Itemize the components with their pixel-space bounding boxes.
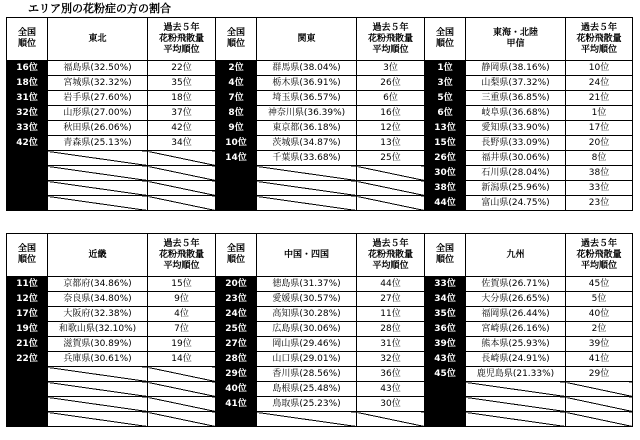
prefecture-cell: 東京都(36.18%): [257, 121, 357, 136]
pollen-header-line: 花粉飛散量: [158, 249, 204, 260]
pollen-rank-cell: 8位: [566, 151, 633, 166]
national-rank-cell: 25位: [216, 322, 257, 337]
national-rank-cell: 38位: [425, 181, 466, 196]
pollen-header-line: 過去５年: [163, 22, 200, 33]
national-rank-cell: 33位: [7, 121, 48, 136]
national-rank-cell: [7, 196, 48, 211]
pollen-rank-cell: 33位: [566, 181, 633, 196]
national-rank-cell: 36位: [425, 322, 466, 337]
prefecture-cell: 奈良県(34.80%): [48, 292, 148, 307]
national-rank-cell: 31位: [7, 91, 48, 106]
pollen-rank-cell: 4位: [148, 307, 216, 322]
prefecture-cell: 山梨県(37.32%): [466, 76, 566, 91]
rank-header-line: 順位: [226, 255, 245, 265]
prefecture-cell: [48, 367, 148, 382]
region-name-line: 東北: [88, 33, 107, 44]
national-rank-cell: 42位: [7, 136, 48, 151]
prefecture-cell: 高知県(30.28%): [257, 307, 357, 322]
prefecture-cell: [48, 196, 148, 211]
bottom-table: [6, 233, 633, 427]
pollen-rank-cell: 43位: [357, 382, 425, 397]
pollen-header-line: 過去５年: [580, 22, 617, 33]
pollen-rank-cell: 5位: [566, 292, 633, 307]
bottom-header-row: [7, 234, 633, 277]
prefecture-cell: 福岡県(26.44%): [466, 307, 566, 322]
prefecture-cell: [466, 382, 566, 397]
pollen-rank-cell: 3位: [357, 61, 425, 76]
prefecture-cell: 岐阜県(36.68%): [466, 106, 566, 121]
prefecture-cell: 愛媛県(30.57%): [257, 292, 357, 307]
national-rank-cell: 10位: [216, 136, 257, 151]
prefecture-cell: 島根県(25.48%): [257, 382, 357, 397]
national-rank-cell: [7, 166, 48, 181]
rank-header-line: 順位: [17, 39, 36, 49]
pollen-rank-cell: 2位: [566, 322, 633, 337]
pollen-rank-cell: 34位: [148, 136, 216, 151]
prefecture-cell: 岩手県(27.60%): [48, 91, 148, 106]
table-row: [7, 337, 633, 352]
prefecture-cell: 群馬県(38.04%): [257, 61, 357, 76]
pollen-header-line: 過去５年: [580, 238, 617, 249]
pollen-rank-cell: [566, 397, 633, 412]
pollen-rank-cell: 29位: [566, 367, 633, 382]
prefecture-cell: 熊本県(25.93%): [466, 337, 566, 352]
national-rank-cell: 16位: [7, 61, 48, 76]
table-row: [7, 196, 633, 211]
rank-header-line: 順位: [17, 255, 36, 265]
region-name-line: 関東: [297, 33, 316, 44]
pollen-rank-cell: [148, 382, 216, 397]
prefecture-cell: 広島県(30.06%): [257, 322, 357, 337]
pollen-rank-cell: 22位: [148, 61, 216, 76]
prefecture-cell: 長崎県(24.91%): [466, 352, 566, 367]
prefecture-cell: 山口県(29.01%): [257, 352, 357, 367]
prefecture-cell: 秋田県(26.06%): [48, 121, 148, 136]
national-rank-cell: 7位: [216, 91, 257, 106]
pollen-rank-cell: 17位: [566, 121, 633, 136]
pollen-header-line: 平均順位: [372, 44, 409, 55]
pollen-rank-cell: [148, 166, 216, 181]
prefecture-cell: 京都府(34.86%): [48, 277, 148, 292]
prefecture-cell: 兵庫県(30.61%): [48, 352, 148, 367]
pollen-header-line: 花粉飛散量: [158, 33, 204, 44]
national-rank-cell: 40位: [216, 382, 257, 397]
pollen-rank-cell: [148, 151, 216, 166]
national-rank-cell: 19位: [7, 322, 48, 337]
pollen-rank-header: [566, 234, 633, 277]
pollen-rank-cell: [148, 412, 216, 427]
pollen-header-line: 花粉飛散量: [367, 33, 413, 44]
prefecture-cell: 青森県(25.13%): [48, 136, 148, 151]
prefecture-cell: 三重県(36.85%): [466, 91, 566, 106]
region-header: [466, 234, 566, 277]
prefecture-cell: [48, 382, 148, 397]
prefecture-cell: 鳥取県(25.23%): [257, 397, 357, 412]
table-row: [7, 352, 633, 367]
table-row: [7, 166, 633, 181]
pollen-rank-cell: 1位: [566, 106, 633, 121]
national-rank-cell: 18位: [7, 76, 48, 91]
prefecture-cell: 栃木県(36.91%): [257, 76, 357, 91]
national-rank-cell: 20位: [216, 277, 257, 292]
pollen-rank-header: [148, 234, 216, 277]
pollen-rank-cell: [148, 397, 216, 412]
pollen-header-line: 過去５年: [372, 238, 409, 249]
pollen-rank-cell: [357, 166, 425, 181]
prefecture-cell: 佐賀県(26.71%): [466, 277, 566, 292]
national-rank-cell: 4位: [216, 76, 257, 91]
prefecture-cell: [48, 166, 148, 181]
national-rank-cell: 6位: [425, 106, 466, 121]
prefecture-cell: 徳島県(31.37%): [257, 277, 357, 292]
rank-header-line: 順位: [435, 39, 454, 49]
national-rank-cell: 39位: [425, 337, 466, 352]
prefecture-cell: [257, 196, 357, 211]
pollen-rank-cell: 10位: [566, 61, 633, 76]
national-rank-cell: 5位: [425, 91, 466, 106]
prefecture-cell: 大阪府(32.38%): [48, 307, 148, 322]
prefecture-cell: 神奈川県(36.39%): [257, 106, 357, 121]
prefecture-cell: 香川県(28.56%): [257, 367, 357, 382]
pollen-header-line: 平均順位: [163, 44, 200, 55]
prefecture-cell: 岡山県(29.46%): [257, 337, 357, 352]
pollen-rank-cell: 39位: [566, 337, 633, 352]
pollen-rank-cell: [566, 412, 633, 427]
pollen-rank-cell: 15位: [148, 277, 216, 292]
pollen-rank-cell: 20位: [566, 136, 633, 151]
prefecture-cell: 山形県(27.00%): [48, 106, 148, 121]
pollen-rank-cell: 45位: [566, 277, 633, 292]
prefecture-cell: [466, 412, 566, 427]
region-header: [48, 18, 148, 61]
national-rank-cell: 34位: [425, 292, 466, 307]
pollen-rank-cell: 25位: [357, 151, 425, 166]
rank-header: [216, 234, 257, 277]
pollen-rank-cell: 12位: [357, 121, 425, 136]
pollen-header-line: 花粉飛散量: [576, 33, 622, 44]
pollen-rank-cell: 19位: [148, 337, 216, 352]
national-rank-cell: 22位: [7, 352, 48, 367]
table-row: [7, 382, 633, 397]
national-rank-cell: 29位: [216, 367, 257, 382]
region-name-line: 東海・北陸: [492, 28, 538, 38]
national-rank-cell: 3位: [425, 76, 466, 91]
national-rank-cell: 24位: [216, 307, 257, 322]
pollen-header-line: 過去５年: [372, 22, 409, 33]
table-row: [7, 292, 633, 307]
pollen-rank-cell: 21位: [566, 91, 633, 106]
top-table: [6, 17, 633, 211]
pollen-header-line: 平均順位: [163, 260, 200, 271]
rank-header: [7, 18, 48, 61]
prefecture-cell: 埼玉県(36.57%): [257, 91, 357, 106]
table-row: [7, 412, 633, 427]
pollen-rank-cell: 16位: [357, 106, 425, 121]
pollen-rank-cell: 18位: [148, 91, 216, 106]
table-row: [7, 91, 633, 106]
national-rank-cell: 27位: [216, 337, 257, 352]
pollen-rank-cell: 13位: [357, 136, 425, 151]
pollen-rank-cell: 11位: [357, 307, 425, 322]
rank-header: [425, 18, 466, 61]
national-rank-cell: 12位: [7, 292, 48, 307]
pollen-header-line: 平均順位: [580, 44, 617, 55]
prefecture-cell: 長野県(33.09%): [466, 136, 566, 151]
pollen-header-line: 平均順位: [372, 260, 409, 271]
prefecture-cell: 静岡県(38.16%): [466, 61, 566, 76]
table-row: [7, 106, 633, 121]
table-row: [7, 151, 633, 166]
prefecture-cell: 滋賀県(30.89%): [48, 337, 148, 352]
prefecture-cell: 鹿児島県(21.33%): [466, 367, 566, 382]
rank-header-line: 順位: [435, 255, 454, 265]
national-rank-cell: 23位: [216, 292, 257, 307]
prefecture-cell: 千葉県(33.68%): [257, 151, 357, 166]
pollen-rank-cell: 7位: [148, 322, 216, 337]
prefecture-cell: [48, 397, 148, 412]
national-rank-cell: [7, 367, 48, 382]
prefecture-cell: [257, 412, 357, 427]
prefecture-cell: [257, 166, 357, 181]
prefecture-cell: 石川県(28.04%): [466, 166, 566, 181]
pollen-header-line: 花粉飛散量: [576, 249, 622, 260]
national-rank-cell: [7, 382, 48, 397]
prefecture-cell: [48, 412, 148, 427]
national-rank-cell: 44位: [425, 196, 466, 211]
pollen-rank-cell: 6位: [357, 91, 425, 106]
rank-header-line: 全国: [17, 244, 36, 254]
rank-header-line: 全国: [226, 28, 245, 38]
region-name-line: 九州: [506, 249, 525, 260]
prefecture-cell: 新潟県(25.96%): [466, 181, 566, 196]
national-rank-cell: 15位: [425, 136, 466, 151]
pollen-rank-cell: 42位: [148, 121, 216, 136]
pollen-rank-cell: 14位: [148, 352, 216, 367]
national-rank-cell: 21位: [7, 337, 48, 352]
prefecture-cell: 大分県(26.65%): [466, 292, 566, 307]
table-row: [7, 136, 633, 151]
pollen-rank-cell: 23位: [566, 196, 633, 211]
region-name-line: 中国・四国: [283, 249, 329, 260]
pollen-rank-cell: 35位: [148, 76, 216, 91]
pollen-header-line: 花粉飛散量: [367, 249, 413, 260]
prefecture-cell: [466, 397, 566, 412]
pollen-rank-cell: 41位: [566, 352, 633, 367]
pollen-rank-cell: 24位: [566, 76, 633, 91]
table-row: [7, 322, 633, 337]
pollen-rank-cell: 44位: [357, 277, 425, 292]
pollen-rank-cell: 40位: [566, 307, 633, 322]
region-header: [257, 234, 357, 277]
national-rank-cell: 13位: [425, 121, 466, 136]
pollen-rank-cell: 27位: [357, 292, 425, 307]
pollen-rank-header: [148, 18, 216, 61]
table-row: [7, 367, 633, 382]
pollen-rank-cell: [357, 412, 425, 427]
national-rank-cell: 35位: [425, 307, 466, 322]
national-rank-cell: 14位: [216, 151, 257, 166]
pollen-rank-cell: 36位: [357, 367, 425, 382]
national-rank-cell: [7, 397, 48, 412]
prefecture-cell: 宮城県(32.32%): [48, 76, 148, 91]
pollen-rank-cell: 30位: [357, 397, 425, 412]
table-row: [7, 61, 633, 76]
national-rank-cell: [7, 181, 48, 196]
top-header-row: [7, 18, 633, 61]
national-rank-cell: 43位: [425, 352, 466, 367]
national-rank-cell: 1位: [425, 61, 466, 76]
national-rank-cell: [425, 382, 466, 397]
prefecture-cell: [257, 181, 357, 196]
table-row: [7, 76, 633, 91]
national-rank-cell: 45位: [425, 367, 466, 382]
national-rank-cell: [216, 412, 257, 427]
national-rank-cell: [216, 196, 257, 211]
national-rank-cell: [216, 181, 257, 196]
national-rank-cell: 9位: [216, 121, 257, 136]
table-row: [7, 121, 633, 136]
national-rank-cell: 28位: [216, 352, 257, 367]
pollen-rank-header: [357, 18, 425, 61]
national-rank-cell: [216, 166, 257, 181]
rank-header-line: 全国: [17, 28, 36, 38]
prefecture-cell: 福井県(30.06%): [466, 151, 566, 166]
pollen-rank-cell: [566, 382, 633, 397]
pollen-rank-cell: 38位: [566, 166, 633, 181]
region-header: [48, 234, 148, 277]
national-rank-cell: [425, 412, 466, 427]
pollen-rank-header: [357, 234, 425, 277]
rank-header: [7, 234, 48, 277]
rank-header-line: 順位: [226, 39, 245, 49]
prefecture-cell: [48, 151, 148, 166]
pollen-rank-header: [566, 18, 633, 61]
rank-header: [425, 234, 466, 277]
pollen-rank-cell: [148, 367, 216, 382]
prefecture-cell: 和歌山県(32.10%): [48, 322, 148, 337]
region-name-line: 甲信: [506, 39, 525, 49]
national-rank-cell: [7, 412, 48, 427]
national-rank-cell: [7, 151, 48, 166]
national-rank-cell: 33位: [425, 277, 466, 292]
prefecture-cell: [48, 181, 148, 196]
region-header: [466, 18, 566, 61]
pollen-rank-cell: 32位: [357, 352, 425, 367]
pollen-header-line: 平均順位: [580, 260, 617, 271]
national-rank-cell: 30位: [425, 166, 466, 181]
rank-header-line: 全国: [435, 28, 454, 38]
pollen-rank-cell: [148, 196, 216, 211]
national-rank-cell: 26位: [425, 151, 466, 166]
pollen-rank-cell: 9位: [148, 292, 216, 307]
national-rank-cell: 8位: [216, 106, 257, 121]
pollen-rank-cell: 26位: [357, 76, 425, 91]
national-rank-cell: 32位: [7, 106, 48, 121]
pollen-rank-cell: [148, 181, 216, 196]
national-rank-cell: [425, 397, 466, 412]
document-title: エリア別の花粉症の方の割合: [28, 2, 171, 15]
rank-header: [216, 18, 257, 61]
national-rank-cell: 17位: [7, 307, 48, 322]
pollen-rank-cell: [357, 181, 425, 196]
table-row: [7, 181, 633, 196]
pollen-header-line: 過去５年: [163, 238, 200, 249]
region-name-line: 近畿: [88, 249, 107, 260]
national-rank-cell: 11位: [7, 277, 48, 292]
rank-header-line: 全国: [226, 244, 245, 254]
national-rank-cell: 41位: [216, 397, 257, 412]
table-row: [7, 277, 633, 292]
prefecture-cell: 富山県(24.75%): [466, 196, 566, 211]
national-rank-cell: 2位: [216, 61, 257, 76]
pollen-rank-cell: 28位: [357, 322, 425, 337]
prefecture-cell: 茨城県(34.87%): [257, 136, 357, 151]
pollen-rank-cell: [357, 196, 425, 211]
prefecture-cell: 愛知県(33.90%): [466, 121, 566, 136]
rank-header-line: 全国: [435, 244, 454, 254]
region-header: [257, 18, 357, 61]
prefecture-cell: 宮崎県(26.16%): [466, 322, 566, 337]
table-row: [7, 307, 633, 322]
pollen-rank-cell: 37位: [148, 106, 216, 121]
pollen-rank-cell: 31位: [357, 337, 425, 352]
table-row: [7, 397, 633, 412]
prefecture-cell: 福島県(32.50%): [48, 61, 148, 76]
